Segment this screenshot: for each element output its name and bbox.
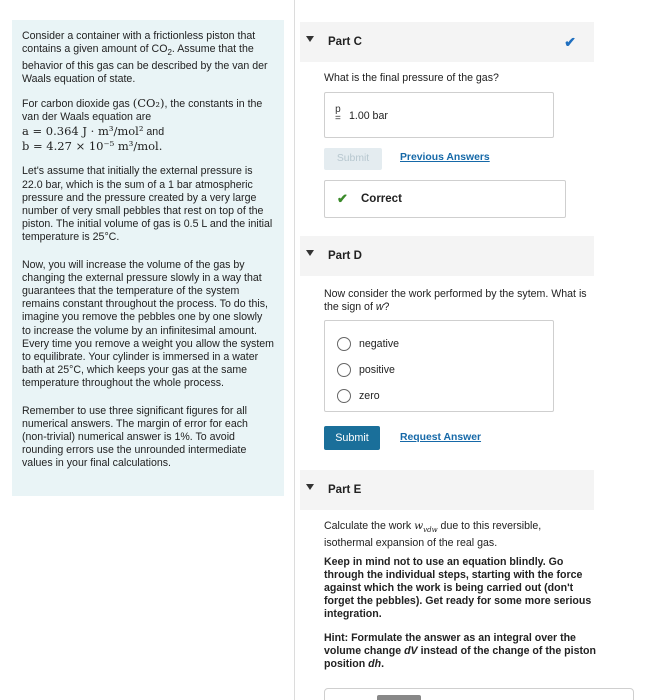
intro-paragraph-4: Now, you will increase the volume of the gas by changing the external pressure slowly in a way that guarantees that the temperature of the system remains constant throughout the process. To do this, imagine you remove the pebbles one by one slowly to increase the volume by an infinitesimal amount. Every time you remove a weight you allow the system to equilibrate. Your cylinder is immersed in a water bath at 25°C, which keeps your gas at the same temperature throughout the whole process. [22, 258, 274, 390]
part-e-header[interactable] [300, 470, 594, 510]
part-e-question: Calculate the work $w_{vdw}$ due to this reversible, isothermal expansion of the real gas. [324, 520, 542, 550]
part-c-title: Part C [328, 36, 362, 48]
part-c-submit-button[interactable]: Submit [324, 148, 382, 170]
part-d-question: Now consider the work performed by the sytem. What is the sign of w? [324, 288, 587, 313]
caret-down-icon [306, 484, 314, 490]
caret-down-icon [306, 36, 314, 42]
pressure-variable-label: p = [335, 104, 341, 124]
intro-paragraph-2: For carbon dioxide gas (CO₂), the constants in the van der Waals equation are a = 0.364 J · m³/mol² and b = 4.27 × 10⁻⁵ m³/mol. [22, 97, 274, 153]
intro-paragraph-1: Consider a container with a frictionless piston that contains a given amount of $CO_2$. Assume that the behavior of this gas can be described by the van der Waals equation of state. [22, 30, 268, 85]
problem-intro-panel [12, 20, 284, 496]
radio-button[interactable] [337, 389, 351, 403]
part-c-question: What is the final pressure of the gas? [324, 72, 499, 84]
constant-a: a = 0.364 J · m³/mol² and [22, 124, 165, 139]
part-d-title: Part D [328, 250, 362, 262]
radio-button[interactable] [337, 337, 351, 351]
previous-answers-link[interactable]: Previous Answers [400, 152, 490, 163]
intro-paragraph-5: Remember to use three significant figures for all numerical answers. The margin of error for each (non-trivial) numerical answer is 1%. To avoid rounding errors use the unrounded intermediate values in your final calculations. [22, 404, 248, 470]
radio-button[interactable] [337, 363, 351, 377]
part-c-answer-value: 1.00 bar [349, 110, 388, 122]
option-negative[interactable]: negative [337, 337, 437, 353]
option-positive[interactable]: positive [337, 363, 437, 379]
part-d-header[interactable] [300, 236, 594, 276]
part-c-answer-field[interactable] [324, 92, 554, 138]
constant-b: b = 4.27 × 10⁻⁵ m³/mol. [22, 139, 163, 154]
part-c-feedback [324, 180, 566, 218]
check-icon: ✔ [564, 34, 576, 50]
request-answer-link[interactable]: Request Answer [400, 432, 482, 443]
feedback-correct-label: Correct [361, 193, 402, 205]
intro-paragraph-3: Let's assume that initially the external pressure is 22.0 bar, which is the sum of a 1 bar atmospheric pressure and the pressure created by a very large number of very small pebbles that rest on top of the piston. The initial volume of gas is 0.5 L and the initial temperature is 25°C. [22, 165, 273, 244]
part-e-hint: Hint: Formulate the answer as an integral over the volume change dV instead of the change of the piston position dh. [324, 632, 596, 670]
option-zero[interactable]: zero [337, 389, 437, 405]
math-toolbar-icon[interactable] [377, 695, 421, 700]
column-divider [294, 0, 295, 700]
parts-column [296, 0, 646, 700]
caret-down-icon [306, 250, 314, 256]
correct-check-icon: ✔ [337, 191, 348, 206]
part-e-note: Keep in mind not to use an equation blindly. Go through the individual steps, starting with the force against which the work is being carried out (don't forget the pebbles). Get ready for some more serious integration. [324, 556, 592, 620]
part-d-options [324, 320, 554, 412]
part-e-answer-field[interactable] [324, 688, 634, 700]
part-e-title: Part E [328, 484, 362, 496]
part-d-submit-button[interactable]: Submit [324, 426, 380, 450]
part-c-header[interactable] [300, 22, 594, 62]
